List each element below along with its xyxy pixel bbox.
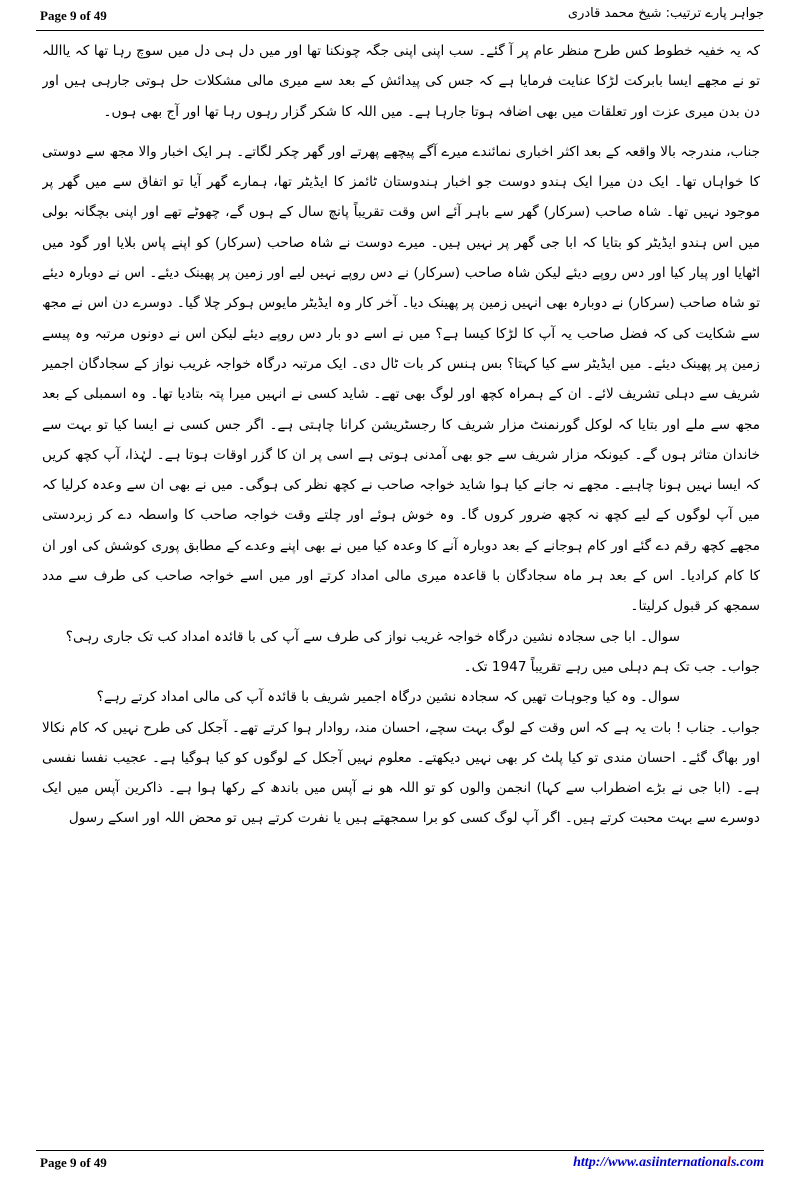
url-start: http://www.asiinternationa [573, 1155, 728, 1170]
footer-website-link[interactable] [573, 1155, 764, 1171]
footer-rule [36, 1150, 764, 1151]
page-footer [36, 1153, 764, 1177]
page-body [42, 36, 760, 1144]
footer-page-number: Page 9 of 49 [40, 1155, 107, 1170]
page-header [36, 4, 764, 30]
url-highlight: l [727, 1155, 731, 1170]
answer-1: جواب۔ جب تک ہم دہلی میں رہے تقریباً 1947 تک۔ [463, 658, 760, 675]
paragraph-2: جناب، مندرجہ بالا واقعہ کے بعد اکثر اخباری نمائندے میرے آگے پیچھے پھرتے اور گھر چکر لگاتے۔ ہر ایک اخبار والا مجھ سے دوستی کا خواہاں تھا۔ ایک دن میرا ایک ہندو دوست جو اخبار ہندوستان ٹائمز کا ایڈیٹر تھا، ہمارے گھر آیا تو اتفاق سے میں گھر پر موجود نہیں تھا۔ شاہ صاحب (سرکار) گھر سے باہر آئے اس وقت تقریباً پانچ سال کے ہوں گے، چھوٹے تھے اور اپنی بچگانہ بولی میں اس ہندو ایڈیٹر کو بتایا کہ ابا جی گھر پر نہیں ہیں۔ میرے دوست نے شاہ صاحب (سرکار) کو اپنے پاس بلایا اور گود میں اٹھایا اور پیار کیا اور دس روپے دیئے لیکن شاہ صاحب (سرکار) نے دس روپے نہیں لیے اور زمین پر پھینک دیئے۔ اس نے دوبارہ دیئے تو شاہ صاحب (سرکار) نے دوبارہ بھی انہیں زمین پر پھینک دیا۔ آخر کار وہ ایڈیٹر مایوس ہوکر چلا گیا۔ دوسرے دن اس نے مجھ سے شکایت کی کہ فضل صاحب یہ آپ کا لڑکا کیسا ہے؟ میں نے اسے دو بار دس روپے دیئے لیکن اس نے دونوں مرتبہ وہ پیسے زمین پر پھینک دیئے۔ میں ایڈیٹر سے کیا کہتا؟ بس ہنس کر بات ٹال دی۔ ایک مرتبہ درگاہ خواجہ غریب نواز کے سجادگان اجمیر شریف سے دہلی تشریف لائے۔ ان کے ہمراہ کچھ اور لوگ بھی تھے۔ شاید کسی نے انہیں میرا پتہ بتادیا تھا۔ وہ اسمبلی کے بعد مجھ سے ملے اور بتایا کہ لوکل گورنمنٹ مزار شریف کا رجسٹریشن کرانا چاہتی ہے۔ اگر جس کسی نے ایسا کیا تو بہت سے خاندان متاثر ہوں گے۔ کیونکہ مزار شریف سے جو بھی آمدنی ہوتی ہے اسی پر ان کا گزر اوقات ہوتا ہے۔ لہٰذا، آپ کچھ کریں کہ ایسا نہیں ہونا چاہیے۔ مجھے نہ جانے کیا ہوا شاید خواجہ صاحب نے کچھ نظر کی ہوگی۔ میں نے بھی ان سے وعدہ کرلیا کہ میں آپ لوگوں کے لیے کچھ نہ کچھ ضرور کروں گا۔ وہ خوش ہوئے اور چلتے وقت خواجہ صاحب کا واسطہ دے کر زبردستی مجھے کچھ رقم دے گئے اور کام ہوجانے کے بعد دوبارہ آنے کا وعدہ کیا میں نے بھی اپنے وعدے کے مطابق پوری کوشش کی اور ان کا کام کرادیا۔ اس کے بعد ہر ماہ سجادگان با قاعدہ میری مالی امداد کرتے اور میں اسے خواجہ صاحب کی طرف سے مدد سمجھ کر قبول کرلیتا۔ [42, 143, 760, 615]
question-2: سوال۔ وہ کیا وجوہات تھیں کہ سجادہ نشین درگاہ اجمیر شریف با قائدہ آپ کی مالی امداد کرتے رہے؟ [96, 689, 680, 706]
question-1: سوال۔ ابا جی سجادہ نشین درگاہ خواجہ غریب نواز کی طرف سے آپ کی با قائدہ امداد کب تک جاری رہی؟ [65, 628, 680, 645]
header-book-title: جواہر پارے ترتیب: شیخ محمد قادری [567, 6, 764, 21]
paragraph-1: کہ یہ خفیہ خطوط کس طرح منظر عام پر آ گئے۔ سب اپنی اپنی جگہ چونکنا تھا اور میں دل ہی دل میں سوچ رہا تھا کہ یااللہ تو نے مجھے ایسا بابرکت لڑکا عنایت فرمایا ہے کہ جس کی پیدائش کے بعد سے میری مالی مشکلات حل ہوتی جارہی ہیں اور دن بدن میری عزت اور تعلقات میں بھی اضافہ ہوتا جارہا ہے۔ میں اللہ کا شکر گزار رہوں رہا تھا اور آج بھی ہوں۔ [42, 43, 760, 120]
header-page-number: Page 9 of 49 [40, 8, 107, 23]
header-rule [36, 30, 764, 31]
url-end: s.com [730, 1155, 764, 1170]
answer-2: جواب۔ جناب ! بات یہ ہے کہ اس وقت کے لوگ بہت سچے، احسان مند، روادار ہوا کرتے تھے۔ آجکل کی طرح نہیں کہ کام نکالا اور بھاگ گئے۔ احسان مندی تو کیا پلٹ کر بھی نہیں دیکھتے۔ معلوم نہیں آجکل کے لوگوں کو کیا ہوگیا ہے۔ عجیب نفسا نفسی ہے۔ (ابا جی نے بڑے اضطراب سے کہا) انجمن والوں کو تو اللہ ھو نے آپس میں باندھ کے رکھا ہوا ہے۔ ذاکرین آپس میں ایک دوسرے سے بہت محبت کرتے ہیں۔ اگر آپ لوگ کسی کو برا سمجھتے ہیں یا نفرت کرتے ہیں تو محض اللہ اور اسکے رسول [42, 719, 760, 827]
